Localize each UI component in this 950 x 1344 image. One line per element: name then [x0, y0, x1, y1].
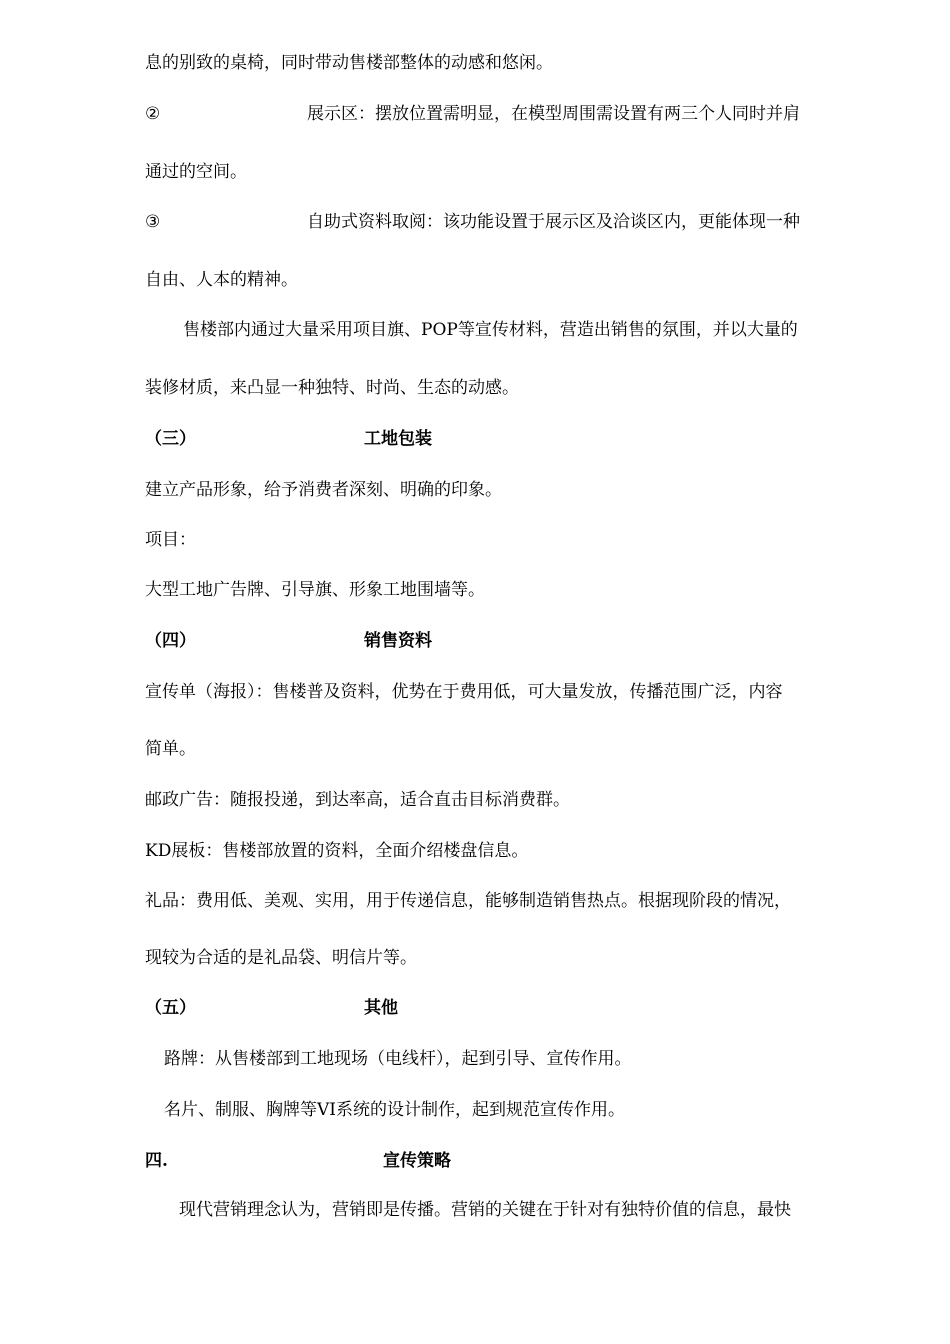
item-3-text: 自助式资料取阅：该功能设置于展示区及洽谈区内，更能体现一种 — [307, 212, 800, 232]
section-3-line2: 项目： — [145, 530, 196, 550]
section-4-gift-line1: 礼品：费用低、美观、实用，用于传递信息，能够制造销售热点。根据现阶段的情况， — [145, 891, 791, 911]
section-5-title: 其他 — [364, 998, 398, 1018]
section-5-line2: 名片、制服、胸牌等VI系统的设计制作，起到规范宣传作用。 — [164, 1100, 625, 1120]
section-4-flyer-line2: 简单。 — [145, 739, 196, 759]
section-4-number: （四） — [145, 631, 196, 651]
chapter-4-number: 四. — [145, 1151, 168, 1171]
section-4-kd: KD展板：售楼部放置的资料，全面介绍楼盘信息。 — [145, 841, 529, 861]
item-3-marker: ③ — [145, 212, 161, 232]
section-4-title: 销售资料 — [364, 631, 432, 651]
paragraph-pop-line2: 装修材质，来凸显一种独特、时尚、生态的动感。 — [145, 378, 519, 398]
section-4-flyer-line1: 宣传单（海报）：售楼普及资料，优势在于费用低，可大量发放，传播范围广泛，内容 — [145, 682, 783, 702]
chapter-4-line1: 现代营销理念认为，营销即是传播。营销的关键在于针对有独特价值的信息，最快 — [179, 1200, 791, 1220]
paragraph-continuation: 息的别致的桌椅，同时带动售楼部整体的动感和悠闲。 — [145, 53, 553, 73]
section-4-gift-line2: 现较为合适的是礼品袋、明信片等。 — [145, 948, 417, 968]
section-3-line1: 建立产品形象，给予消费者深刻、明确的印象。 — [145, 480, 502, 500]
item-3-text-cont: 自由、人本的精神。 — [145, 270, 298, 290]
paragraph-pop-line1: 售楼部内通过大量采用项目旗、POP等宣传材料，营造出销售的氛围，并以大量的 — [183, 320, 798, 340]
item-2-marker: ② — [145, 104, 161, 124]
section-3-number: （三） — [145, 429, 196, 449]
item-2-text: 展示区：摆放位置需明显，在模型周围需设置有两三个人同时并肩 — [307, 104, 800, 124]
section-5-line1: 路牌：从售楼部到工地现场（电线杆），起到引导、宣传作用。 — [164, 1049, 632, 1069]
section-3-title: 工地包装 — [364, 429, 432, 449]
item-2-text-cont: 通过的空间。 — [145, 162, 247, 182]
section-4-postal: 邮政广告：随报投递，到达率高，适合直击目标消费群。 — [145, 790, 570, 810]
section-3-line3: 大型工地广告牌、引导旗、形象工地围墙等。 — [145, 580, 485, 600]
chapter-4-title: 宣传策略 — [383, 1151, 451, 1171]
section-5-number: （五） — [145, 998, 196, 1018]
